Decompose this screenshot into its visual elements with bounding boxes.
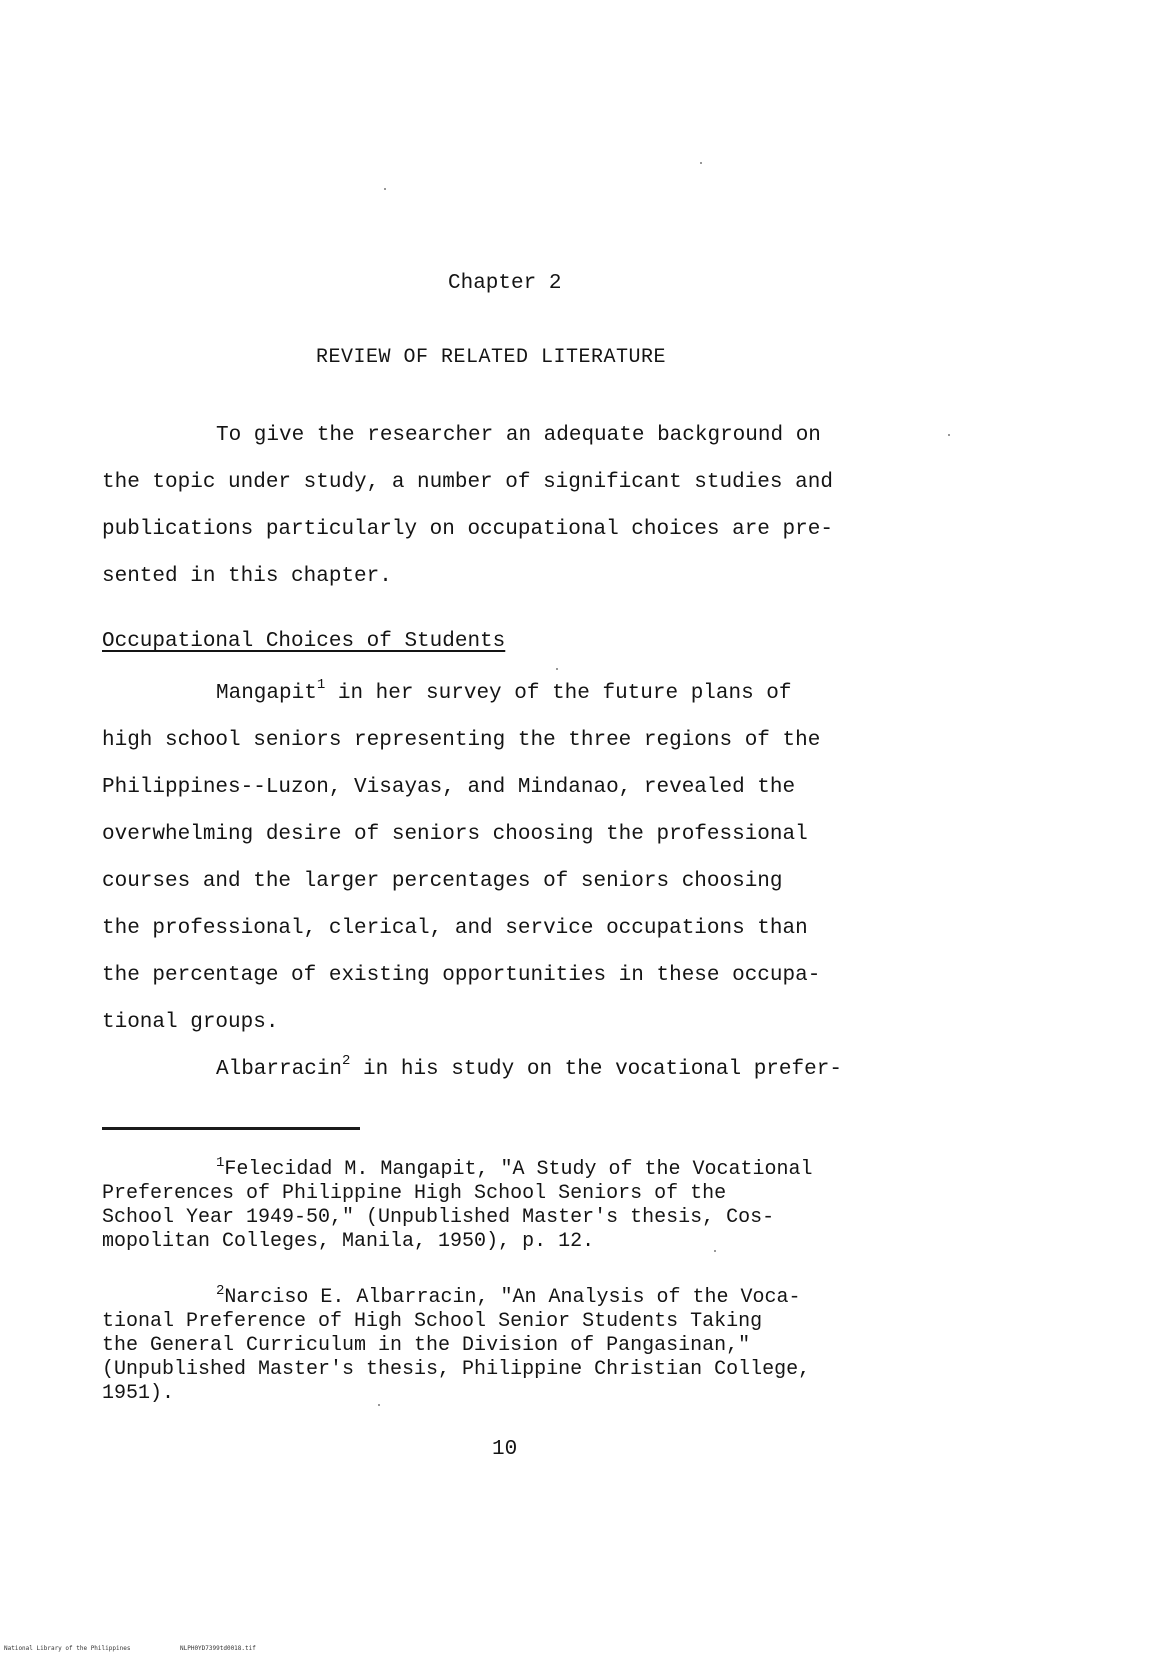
footnote-1-line-1: [216, 1155, 813, 1182]
paragraph-1-line-5: courses and the larger percentages of seniors choosing: [102, 870, 783, 893]
chapter-label: Chapter 2: [448, 272, 562, 295]
footnote-ref-2: 2: [342, 1053, 351, 1069]
paragraph-1-line-6: the professional, clerical, and service occupations than: [102, 917, 808, 940]
intro-line-4: sented in this chapter.: [102, 565, 392, 588]
paragraph-1-line-8: tional groups.: [102, 1011, 279, 1034]
scan-speck: [378, 1404, 380, 1406]
paragraph-2-line-1-text: in his study on the vocational prefer-: [350, 1058, 842, 1081]
footnote-2-line-4: (Unpublished Master's thesis, Philippine Christian College,: [102, 1358, 811, 1381]
scan-speck: [714, 1250, 716, 1252]
paragraph-1-line-7: the percentage of existing opportunities in these occupa-: [102, 964, 821, 987]
scan-speck: [948, 434, 950, 436]
page-number: 10: [492, 1438, 518, 1461]
author-mangapit: Mangapit: [216, 682, 317, 705]
footnote-1-mark: 1: [216, 1155, 225, 1171]
paragraph-1-line-4: overwhelming desire of seniors choosing the professional: [102, 823, 808, 846]
footer-file-id: NLPH0YD7399td0018.tif: [180, 1645, 256, 1652]
section-heading: Occupational Choices of Students: [102, 630, 506, 653]
paragraph-1-line-2: high school seniors representing the three regions of the: [102, 729, 821, 752]
footnote-2-line-5: 1951).: [102, 1382, 175, 1405]
footnote-2-mark: 2: [216, 1283, 225, 1299]
footnote-separator: [102, 1127, 360, 1130]
author-albarracin: Albarracin: [216, 1058, 343, 1081]
paragraph-1-line-1-text: in her survey of the future plans of: [325, 682, 792, 705]
paragraph-1-line-1: [216, 677, 792, 705]
footnote-1-line-3: School Year 1949-50," (Unpublished Master's thesis, Cos-: [102, 1206, 775, 1229]
scan-speck: [556, 668, 558, 670]
scan-speck: [384, 188, 386, 190]
intro-line-2: the topic under study, a number of significant studies and: [102, 471, 833, 494]
footnote-1-first-text: Felecidad M. Mangapit, "A Study of the Vocational: [224, 1158, 813, 1181]
paragraph-2-line-1: [216, 1053, 842, 1081]
footnote-2-line-1: [216, 1283, 801, 1310]
chapter-title: REVIEW OF RELATED LITERATURE: [316, 346, 667, 369]
footnote-ref-1: 1: [316, 677, 326, 693]
footnote-1-line-4: mopolitan Colleges, Manila, 1950), p. 12.: [102, 1230, 595, 1253]
footnote-1-line-2: Preferences of Philippine High School Seniors of the: [102, 1182, 727, 1205]
intro-line-3: publications particularly on occupational choices are pre-: [102, 518, 833, 541]
footnote-2-line-2: tional Preference of High School Senior Students Taking: [102, 1310, 763, 1333]
paragraph-1-line-3: Philippines--Luzon, Visayas, and Mindanao, revealed the: [102, 776, 796, 799]
intro-line-1: To give the researcher an adequate background on: [216, 424, 821, 447]
footnote-2-line-3: the General Curriculum in the Division of Pangasinan,": [102, 1334, 751, 1357]
footnote-2-first-text: Narciso E. Albarracin, "An Analysis of the Voca-: [224, 1286, 801, 1309]
scan-speck: [700, 162, 702, 164]
footer-library-name: National Library of the Philippines: [4, 1645, 131, 1652]
